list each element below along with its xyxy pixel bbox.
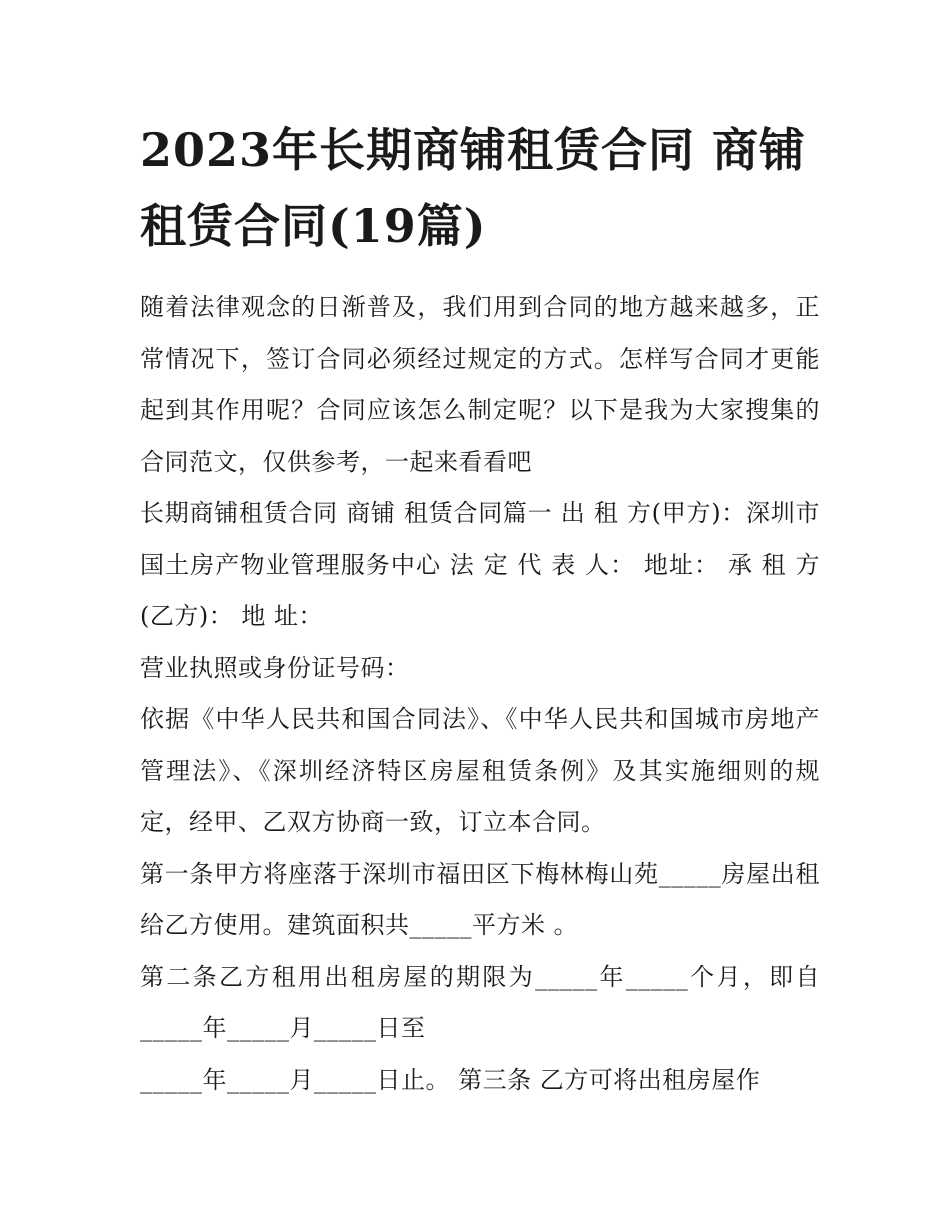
article-one-paragraph: 第一条甲方将座落于深圳市福田区下梅林梅山苑_____房屋出租给乙方使用。建筑面积共_____平方米 。 <box>140 859 820 939</box>
parties-paragraph: 长期商铺租赁合同 商铺 租赁合同篇一 出 租 方(甲方)：深圳市国土房产物业管理服务中心 法 定 代 表 人： 地址： 承 租 方(乙方)： 地 址： <box>140 499 820 630</box>
article-two-end-paragraph: _____年_____月_____日止。 第三条 乙方可将出租房屋作 <box>140 1065 761 1094</box>
article-two-paragraph: 第二条乙方租用出租房屋的期限为_____年_____个月，即自_____年_____月_____日至 <box>140 962 820 1042</box>
document-page <box>140 112 820 1106</box>
document-title: 2023年长期商铺租赁合同 商铺 租赁合同(19篇) <box>140 123 807 253</box>
intro-paragraph: 随着法律观念的日渐普及，我们用到合同的地方越来越多，正常情况下，签订合同必须经过规定的方式。怎样写合同才更能起到其作用呢？合同应该怎么制定呢？以下是我为大家搜集的合同范文，仅供参考，一起来看看吧 <box>140 293 820 476</box>
license-paragraph: 营业执照或身份证号码： <box>140 653 410 682</box>
legal-basis-paragraph: 依据《中华人民共和国合同法》、《中华人民共和国城市房地产管理法》、《深圳经济特区房屋租赁条例》及其实施细则的规定，经甲、乙双方协商一致，订立本合同。 <box>140 705 820 836</box>
